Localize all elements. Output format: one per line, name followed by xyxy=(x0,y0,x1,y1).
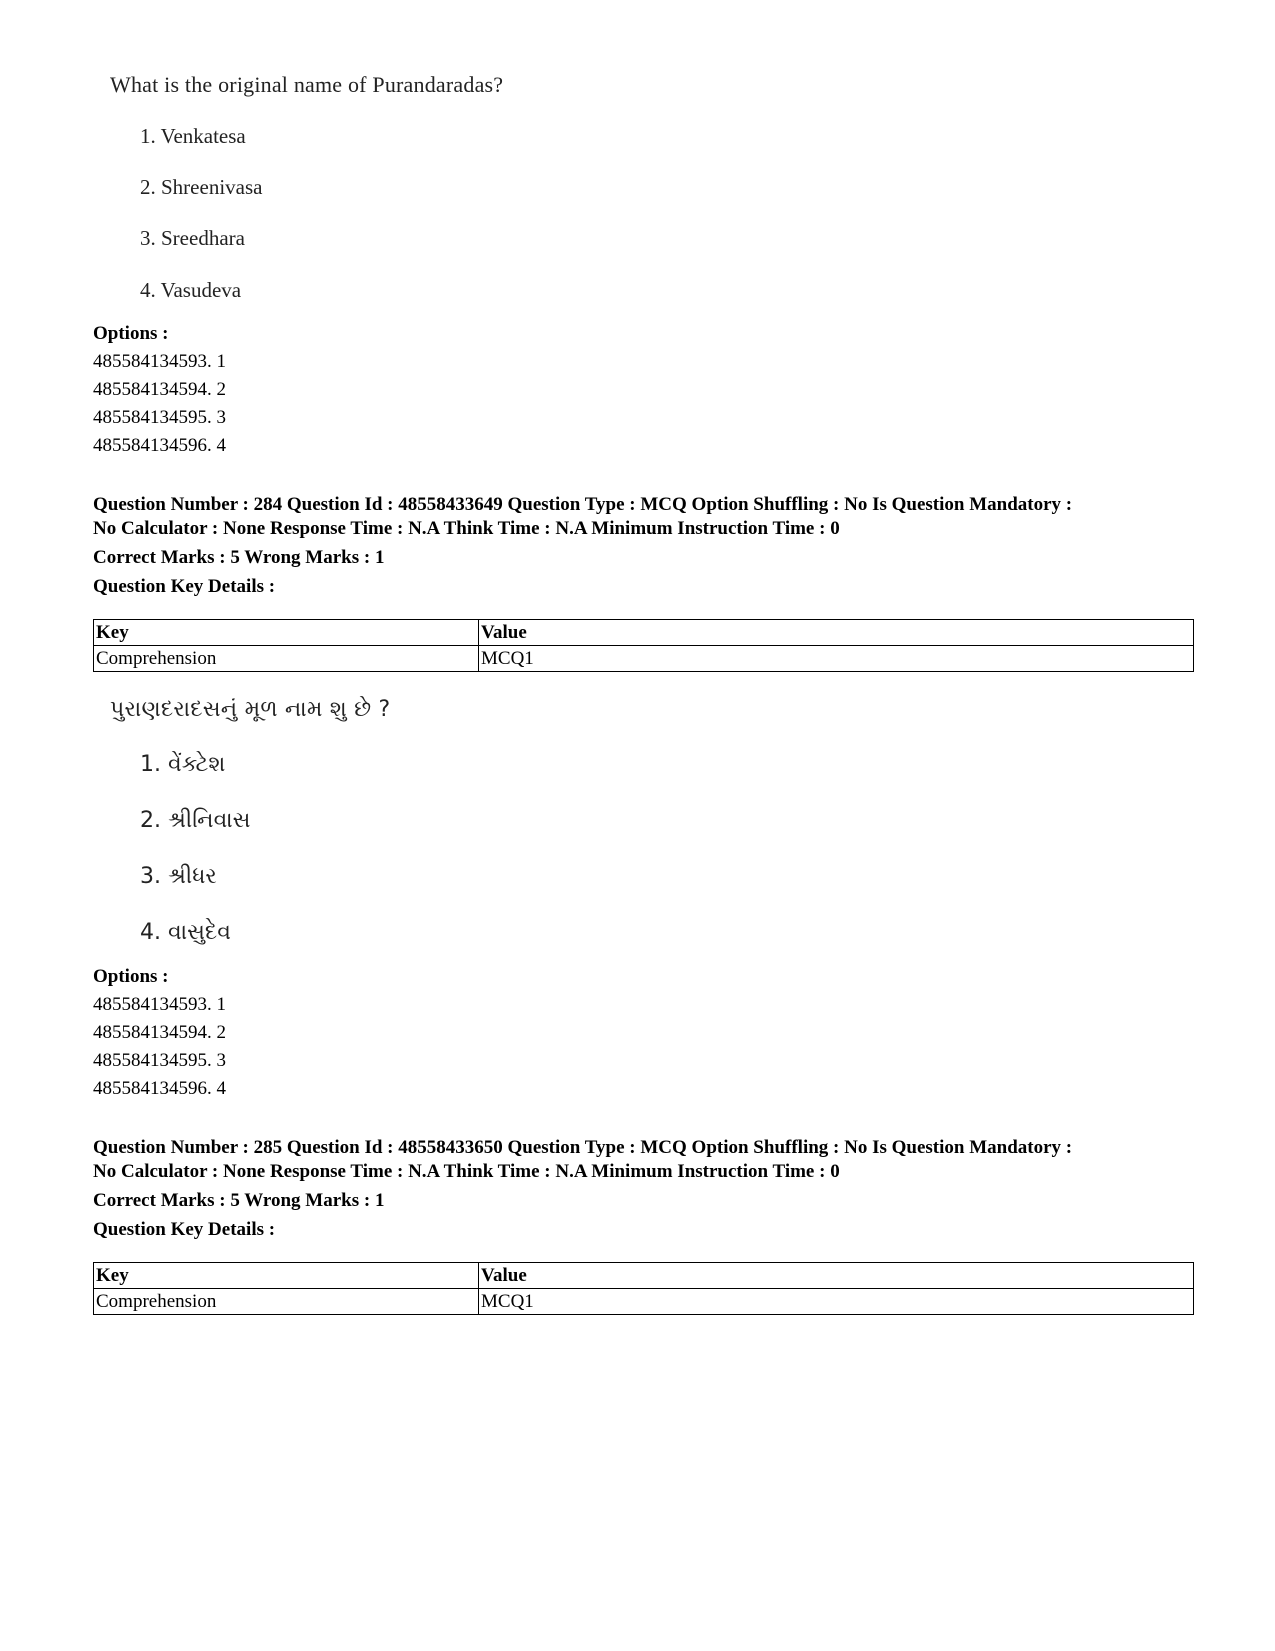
table-header-key: Key xyxy=(94,620,479,646)
marks-line: Correct Marks : 5 Wrong Marks : 1 xyxy=(93,1190,385,1211)
question-stem: What is the original name of Purandaradas? xyxy=(110,72,504,97)
table-cell-key: Comprehension xyxy=(94,1289,479,1315)
key-details-title: Question Key Details : xyxy=(93,576,276,597)
question-image-english xyxy=(110,72,504,302)
options-list xyxy=(93,963,226,1103)
option-id: 485584134595. 3 xyxy=(93,407,226,428)
question-option: 4. Vasudeva xyxy=(140,278,242,302)
meta-line: Question Number : 284 Question Id : 48558433649 Question Type : MCQ Option Shuffling : No Is Question Mandatory : xyxy=(93,494,1073,515)
question-meta-285 xyxy=(93,1136,1193,1242)
options-title: Options : xyxy=(93,323,169,344)
question-option: 1. વેંક્ટેશ xyxy=(140,752,226,777)
question-key-table xyxy=(93,1262,1194,1315)
option-id: 485584134594. 2 xyxy=(93,1022,226,1043)
question-option: 4. વાસુદેવ xyxy=(140,920,231,945)
table-header-key: Key xyxy=(94,1263,479,1289)
question-option: 1. Venkatesa xyxy=(140,124,246,148)
meta-line: Question Number : 285 Question Id : 48558433650 Question Type : MCQ Option Shuffling : No Is Question Mandatory : xyxy=(93,1137,1073,1158)
table-cell-value: MCQ1 xyxy=(479,646,1194,672)
question-option: 2. Shreenivasa xyxy=(140,175,263,199)
question-stem: પુરાણદરાદસનું મૂળ નામ શુ છે ? xyxy=(110,697,391,722)
question-option: 3. Sreedhara xyxy=(140,226,245,250)
table-cell-value: MCQ1 xyxy=(479,1289,1194,1315)
marks-line: Correct Marks : 5 Wrong Marks : 1 xyxy=(93,547,385,568)
table-cell-key: Comprehension xyxy=(94,646,479,672)
question-option: 3. શ્રીધર xyxy=(140,864,217,889)
option-id: 485584134596. 4 xyxy=(93,1078,226,1099)
option-id: 485584134595. 3 xyxy=(93,1050,226,1071)
table-header-value: Value xyxy=(479,1263,1194,1289)
options-title: Options : xyxy=(93,966,169,987)
option-id: 485584134593. 1 xyxy=(93,351,226,372)
key-details-title: Question Key Details : xyxy=(93,1219,276,1240)
question-option: 2. શ્રીનિવાસ xyxy=(140,808,251,833)
option-id: 485584134594. 2 xyxy=(93,379,226,400)
meta-line: No Calculator : None Response Time : N.A Think Time : N.A Minimum Instruction Time : 0 xyxy=(93,518,840,539)
table-header-value: Value xyxy=(479,620,1194,646)
question-meta-284 xyxy=(93,493,1193,599)
question-key-table xyxy=(93,619,1194,672)
options-list xyxy=(93,320,226,460)
question-image-gujarati xyxy=(110,697,391,945)
meta-line: No Calculator : None Response Time : N.A Think Time : N.A Minimum Instruction Time : 0 xyxy=(93,1161,840,1182)
option-id: 485584134596. 4 xyxy=(93,435,226,456)
option-id: 485584134593. 1 xyxy=(93,994,226,1015)
